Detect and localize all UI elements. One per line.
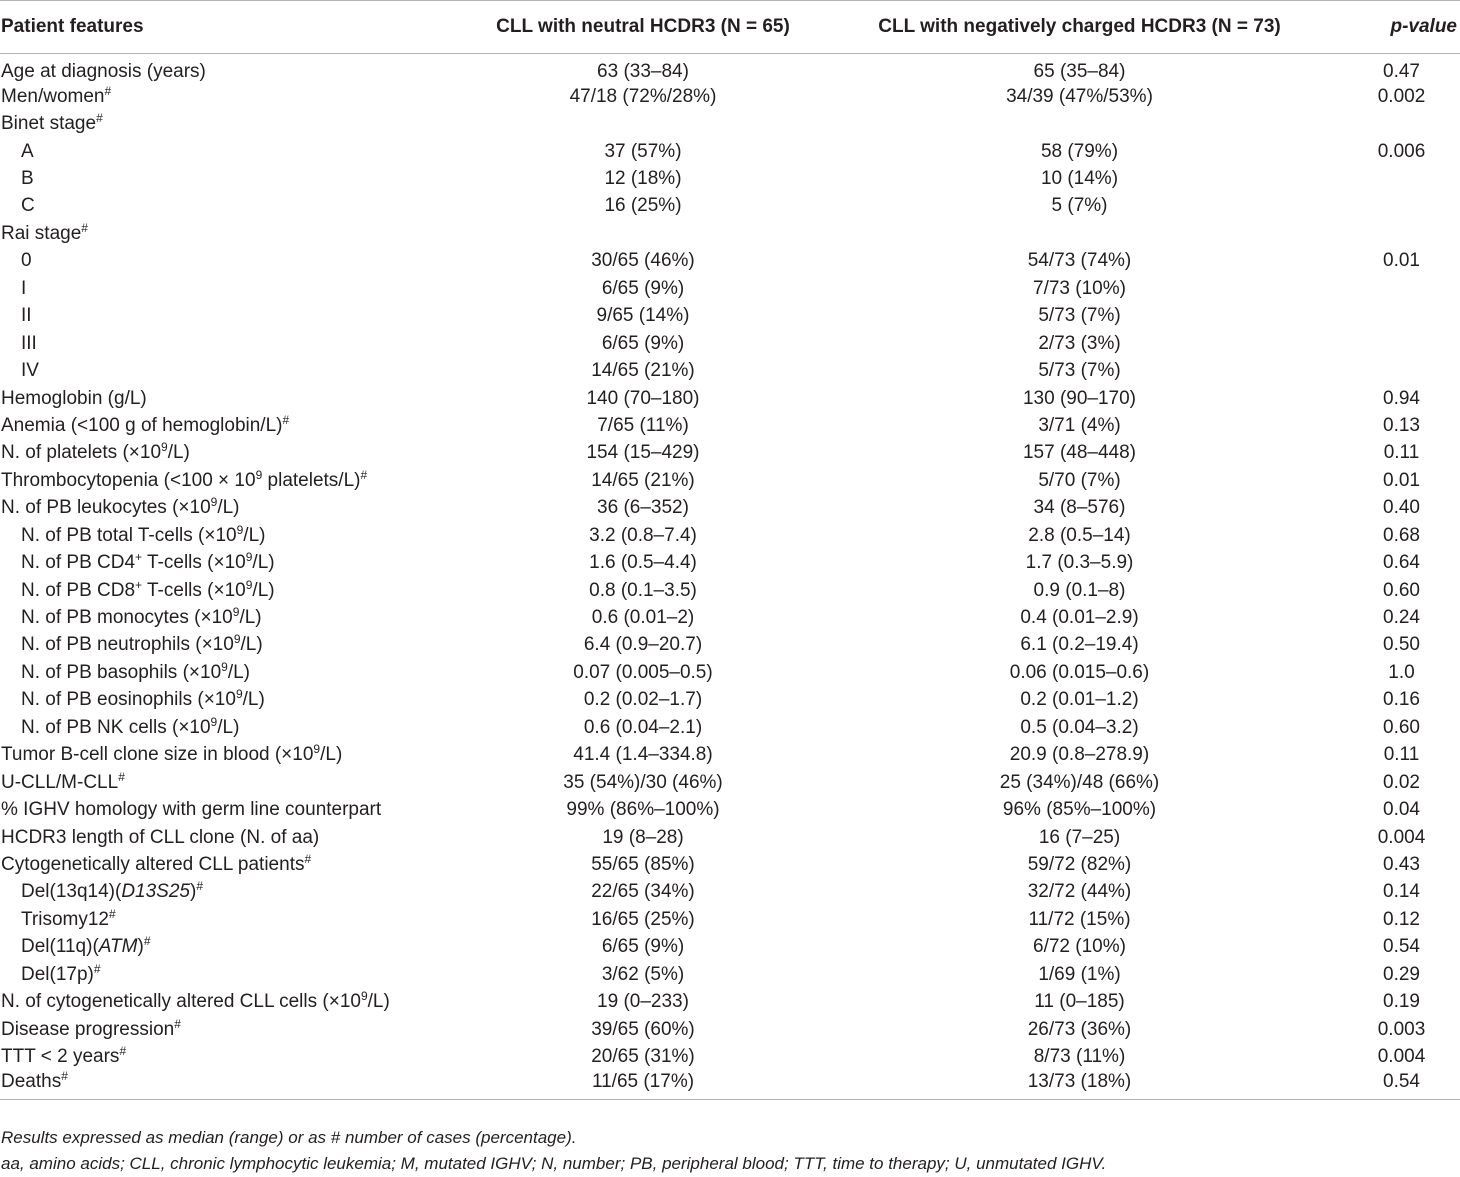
p-value-cell: 0.13 — [1383, 414, 1420, 436]
feature-label: IV — [21, 360, 39, 382]
feature-label: 0 — [21, 250, 32, 272]
p-value-cell: 0.68 — [1383, 524, 1420, 546]
negative-value-cell: 10 (14%) — [1040, 168, 1119, 190]
table-row — [0, 193, 1460, 220]
feature-cell — [0, 742, 470, 769]
neutral-value-cell: 30/65 (46%) — [591, 250, 695, 272]
negative-value-cell: 54/73 (74%) — [1027, 250, 1132, 272]
feature-superscript: # — [61, 1068, 68, 1083]
feature-label-italic: ATM — [98, 936, 138, 958]
table-row — [0, 769, 1460, 796]
feature-cell — [0, 604, 470, 631]
p-value-cell: 0.47 — [1383, 61, 1420, 82]
negative-value-cell: 26/73 (36%) — [1027, 1018, 1132, 1040]
negative-value-cell: 5 (7%) — [1051, 195, 1108, 217]
feature-label-cont: /L) — [320, 744, 343, 766]
feature-label-cont: /L) — [239, 607, 262, 629]
p-value-cell: 0.54 — [1343, 1071, 1460, 1100]
feature-cell — [0, 851, 470, 878]
neutral-value-cell: 140 (70–180) — [586, 387, 700, 409]
feature-label-cont: ) — [137, 936, 144, 958]
negative-value-cell: 2.8 (0.5–14) — [1028, 524, 1131, 546]
negative-value-cell: 6/72 (10%) — [1033, 936, 1126, 958]
negative-value-cell: 2/73 (3%) — [1038, 332, 1121, 354]
neutral-value-cell: 19 (8–28) — [602, 826, 684, 848]
neutral-value-cell: 36 (6–352) — [597, 497, 689, 519]
feature-cell — [0, 110, 470, 137]
p-value-cell: 0.04 — [1383, 799, 1420, 821]
feature-label-cont: /L) — [240, 634, 263, 656]
feature-cell — [0, 796, 470, 823]
feature-label-italic: D13S25 — [121, 881, 190, 903]
feature-label: N. of PB neutrophils (×10 — [21, 634, 234, 656]
feature-label: Del(13q14)( — [21, 881, 122, 903]
neutral-value-cell: 16/65 (25%) — [591, 908, 695, 930]
p-value-cell: 0.004 — [1377, 826, 1426, 848]
feature-label-cont: /L) — [243, 524, 266, 546]
p-value-cell: 0.11 — [1383, 744, 1420, 766]
feature-cell — [0, 412, 470, 439]
neutral-value-cell: 63 (33–84) — [597, 61, 689, 82]
table-row — [0, 632, 1460, 659]
feature-cell — [0, 714, 470, 741]
negative-value-cell: 59/72 (82%) — [1027, 853, 1132, 875]
p-value-cell: 0.29 — [1383, 963, 1420, 985]
feature-cell — [0, 577, 470, 604]
p-value-cell: 1.0 — [1388, 661, 1415, 683]
neutral-value-cell: 16 (25%) — [604, 195, 682, 217]
feature-label: A — [21, 140, 34, 162]
feature-cell — [0, 522, 470, 549]
feature-label: N. of PB CD4 — [21, 552, 136, 574]
feature-label: Deaths — [1, 1070, 62, 1092]
negative-value-cell: 20.9 (0.8–278.9) — [1009, 744, 1150, 766]
feature-cell — [0, 165, 470, 192]
feature-label: Del(11q)( — [21, 936, 99, 958]
negative-value-cell: 157 (48–448) — [1022, 442, 1137, 464]
table-row — [0, 988, 1460, 1015]
p-value-cell: 0.004 — [1377, 1046, 1426, 1068]
feature-label: Trisomy12 — [21, 908, 109, 930]
negative-value-cell: 5/70 (7%) — [1038, 469, 1121, 491]
p-value-cell: 0.94 — [1383, 387, 1420, 409]
feature-cell — [0, 632, 470, 659]
negative-value-cell: 5/73 (7%) — [1038, 360, 1121, 382]
table-row — [0, 549, 1460, 576]
neutral-value-cell: 22/65 (34%) — [591, 881, 695, 903]
feature-cell — [0, 687, 470, 714]
feature-superscript: # — [304, 851, 312, 866]
feature-superscript: 9 — [245, 550, 253, 565]
neutral-value-cell: 0.6 (0.04–2.1) — [583, 716, 703, 738]
feature-superscript: # — [360, 467, 368, 482]
table-row — [0, 879, 1460, 906]
feature-superscript: # — [104, 83, 112, 98]
table-body — [0, 54, 1460, 1100]
feature-label-cont: T-cells (×10 — [142, 579, 246, 601]
negative-value-cell — [816, 110, 1343, 137]
p-value-cell — [1343, 165, 1460, 192]
feature-superscript: # — [196, 879, 204, 894]
feature-label: Thrombocytopenia (<100 × 10 — [1, 469, 256, 491]
table-row — [0, 54, 1460, 84]
feature-label: Men/women — [1, 85, 105, 107]
feature-cell — [0, 934, 470, 961]
neutral-value-cell: 12 (18%) — [604, 168, 682, 190]
p-value-cell: 0.19 — [1383, 991, 1420, 1013]
p-value-cell: 0.60 — [1383, 579, 1420, 601]
table-row — [0, 248, 1460, 275]
table-row — [0, 1016, 1460, 1043]
neutral-value-cell: 154 (15–429) — [586, 442, 700, 464]
feature-cell — [0, 83, 470, 110]
feature-cell — [0, 385, 470, 412]
header-negative-hcdr3: CLL with negatively charged HCDR3 (N = 73) — [816, 1, 1343, 54]
feature-cell — [0, 906, 470, 933]
feature-superscript: # — [174, 1016, 181, 1031]
table-row — [0, 357, 1460, 384]
neutral-value-cell: 6.4 (0.9–20.7) — [583, 634, 703, 656]
table-row — [0, 604, 1460, 631]
feature-label-cont: platelets/L) — [262, 469, 361, 491]
p-value-cell: 0.01 — [1383, 250, 1420, 272]
feature-cell — [0, 1016, 470, 1043]
p-value-cell — [1343, 275, 1460, 302]
feature-label: N. of PB monocytes (×10 — [21, 607, 233, 629]
neutral-value-cell: 14/65 (21%) — [591, 469, 695, 491]
feature-cell — [0, 879, 470, 906]
feature-superscript: # — [282, 412, 290, 427]
feature-superscript: # — [96, 111, 103, 126]
feature-cell — [0, 220, 470, 247]
feature-superscript: 9 — [210, 495, 218, 510]
neutral-value-cell: 11/65 (17%) — [470, 1071, 816, 1100]
p-value-cell: 0.50 — [1383, 634, 1420, 656]
feature-label: N. of PB leukocytes (×10 — [1, 497, 211, 519]
neutral-value-cell: 6/65 (9%) — [601, 332, 685, 354]
feature-label-cont: ) — [190, 881, 197, 903]
feature-cell — [0, 495, 470, 522]
negative-value-cell: 11/72 (15%) — [1028, 908, 1131, 930]
negative-value-cell: 8/73 (11%) — [1033, 1046, 1126, 1068]
feature-superscript: 9 — [360, 989, 368, 1004]
feature-cell — [0, 1043, 470, 1070]
feature-cell — [0, 54, 470, 84]
negative-value-cell: 16 (7–25) — [1038, 826, 1121, 848]
p-value-cell — [1343, 330, 1460, 357]
header-patient-features: Patient features — [0, 1, 470, 54]
feature-superscript: # — [143, 934, 151, 949]
feature-label: TTT < 2 years — [1, 1046, 120, 1068]
p-value-cell: 0.54 — [1383, 936, 1420, 958]
neutral-value-cell: 6/65 (9%) — [601, 936, 685, 958]
feature-label: N. of platelets (×10 — [1, 442, 162, 464]
feature-label: N. of PB total T-cells (×10 — [21, 524, 237, 546]
feature-label: Anemia (<100 g of hemoglobin/L) — [1, 414, 283, 436]
feature-cell — [0, 275, 470, 302]
feature-label: HCDR3 length of CLL clone (N. of aa) — [1, 826, 320, 848]
table-row — [0, 851, 1460, 878]
feature-label: Binet stage — [1, 113, 97, 135]
negative-value-cell: 1.7 (0.3–5.9) — [1025, 552, 1134, 574]
feature-label-cont: /L) — [217, 497, 240, 519]
feature-label: N. of PB eosinophils (×10 — [21, 689, 236, 711]
feature-superscript: # — [81, 220, 88, 235]
table-row — [0, 824, 1460, 851]
neutral-value-cell: 14/65 (21%) — [591, 360, 695, 382]
neutral-value-cell: 1.6 (0.5–4.4) — [589, 552, 697, 574]
p-value-cell: 0.12 — [1383, 908, 1420, 930]
table-row — [0, 303, 1460, 330]
feature-superscript: 9 — [221, 659, 228, 674]
feature-superscript: # — [93, 961, 101, 976]
negative-value-cell: 5/73 (7%) — [1038, 305, 1121, 327]
feature-label: N. of cytogenetically altered CLL cells (×10 — [1, 991, 361, 1013]
feature-superscript: 9 — [233, 632, 241, 647]
feature-cell — [0, 138, 470, 165]
neutral-value-cell: 9/65 (14%) — [596, 305, 690, 327]
neutral-value-cell: 47/18 (72%/28%) — [569, 85, 717, 107]
feature-cell — [0, 303, 470, 330]
feature-cell — [0, 330, 470, 357]
table-row — [0, 1043, 1460, 1070]
neutral-value-cell: 35 (54%)/30 (46%) — [563, 771, 723, 793]
table-row — [0, 961, 1460, 988]
negative-value-cell: 7/73 (10%) — [1033, 277, 1126, 299]
feature-label: N. of PB basophils (×10 — [21, 661, 222, 683]
p-value-cell: 0.14 — [1383, 881, 1420, 903]
feature-label: Tumor B-cell clone size in blood (×10 — [1, 744, 314, 766]
table-row — [0, 440, 1460, 467]
feature-superscript: 9 — [255, 467, 263, 482]
table-row — [0, 906, 1460, 933]
neutral-value-cell: 0.6 (0.01–2) — [591, 607, 695, 629]
feature-label-cont: T-cells (×10 — [142, 552, 246, 574]
table-row — [0, 1071, 1460, 1100]
feature-label: I — [21, 277, 27, 299]
p-value-cell: 0.02 — [1383, 771, 1420, 793]
feature-superscript: 9 — [236, 522, 244, 537]
table-row — [0, 83, 1460, 110]
table-row — [0, 687, 1460, 714]
table-row — [0, 934, 1460, 961]
feature-label-cont: /L) — [252, 579, 275, 601]
p-value-cell: 0.01 — [1383, 469, 1420, 491]
negative-value-cell: 0.06 (0.015–0.6) — [1009, 661, 1150, 683]
negative-value-cell: 0.2 (0.01–1.2) — [1020, 689, 1139, 711]
feature-superscript: 9 — [161, 440, 168, 455]
p-value-cell — [1343, 110, 1460, 137]
footnote-abbreviations: aa, amino acids; CLL, chronic lymphocytic leukemia; M, mutated IGHV; N, number; PB, peripheral blood; TTT, time to therapy; U, unmutated IGHV. — [1, 1154, 1107, 1173]
table-row — [0, 659, 1460, 686]
p-value-cell: 0.24 — [1383, 607, 1420, 629]
neutral-value-cell: 6/65 (9%) — [601, 277, 685, 299]
feature-label: Hemoglobin (g/L) — [1, 387, 147, 409]
neutral-value-cell: 3.2 (0.8–7.4) — [589, 524, 697, 546]
neutral-value-cell: 37 (57%) — [604, 140, 682, 162]
feature-superscript: # — [108, 906, 116, 921]
feature-superscript: # — [118, 769, 125, 784]
feature-label-cont: /L) — [227, 661, 251, 683]
table-row — [0, 467, 1460, 494]
negative-value-cell: 1/69 (1%) — [1038, 963, 1121, 985]
feature-cell — [0, 440, 470, 467]
table-row — [0, 165, 1460, 192]
feature-cell — [0, 1068, 470, 1100]
p-value-cell: 0.003 — [1377, 1018, 1426, 1040]
neutral-value-cell: 41.4 (1.4–334.8) — [573, 744, 713, 766]
neutral-value-cell — [470, 110, 816, 137]
table-row — [0, 385, 1460, 412]
neutral-value-cell: 19 (0–233) — [597, 991, 689, 1013]
negative-value-cell: 96% (85%–100%) — [1002, 799, 1157, 821]
p-value-cell: 0.64 — [1383, 552, 1420, 574]
neutral-value-cell: 99% (86%–100%) — [566, 799, 720, 821]
feature-label-cont: /L) — [252, 552, 275, 574]
feature-label: III — [21, 332, 37, 354]
negative-value-cell: 3/71 (4%) — [1038, 414, 1121, 436]
table-footnotes — [1, 1125, 1106, 1177]
negative-value-cell — [816, 220, 1343, 247]
p-value-cell — [1343, 303, 1460, 330]
feature-label: Age at diagnosis (years) — [1, 61, 206, 82]
table-row — [0, 220, 1460, 247]
table-row — [0, 714, 1460, 741]
feature-cell — [0, 467, 470, 494]
feature-label-cont: /L) — [217, 716, 240, 738]
feature-cell — [0, 357, 470, 384]
feature-cell — [0, 824, 470, 851]
negative-value-cell: 130 (90–170) — [1022, 387, 1137, 409]
table-header-row — [0, 1, 1460, 54]
neutral-value-cell: 0.2 (0.02–1.7) — [583, 689, 703, 711]
feature-superscript: 9 — [210, 714, 218, 729]
p-value-cell: 0.16 — [1383, 689, 1420, 711]
feature-label: Del(17p) — [21, 963, 94, 985]
feature-superscript: 9 — [235, 687, 243, 702]
negative-value-cell: 0.4 (0.01–2.9) — [1020, 607, 1139, 629]
feature-superscript: + — [135, 550, 143, 565]
feature-superscript: + — [135, 577, 143, 592]
p-value-cell — [1343, 220, 1460, 247]
footnote-results: Results expressed as median (range) or as # number of cases (percentage). — [1, 1128, 577, 1147]
table-row — [0, 412, 1460, 439]
feature-label: N. of PB NK cells (×10 — [21, 716, 211, 738]
table-row — [0, 275, 1460, 302]
neutral-value-cell: 0.8 (0.1–3.5) — [589, 579, 697, 601]
feature-cell — [0, 988, 470, 1015]
neutral-value-cell: 39/65 (60%) — [591, 1018, 695, 1040]
feature-label: N. of PB CD8 — [21, 579, 136, 601]
feature-cell — [0, 549, 470, 576]
neutral-value-cell: 20/65 (31%) — [591, 1046, 695, 1068]
table-row — [0, 796, 1460, 823]
neutral-value-cell: 3/62 (5%) — [601, 963, 685, 985]
table-row — [0, 138, 1460, 165]
feature-superscript: 9 — [232, 605, 240, 620]
p-value-cell — [1343, 357, 1460, 384]
feature-cell — [0, 659, 470, 686]
p-value-cell: 0.002 — [1377, 85, 1426, 107]
p-value-cell — [1343, 193, 1460, 220]
feature-label: Rai stage — [1, 222, 82, 244]
feature-label: II — [21, 305, 32, 327]
feature-label-cont: /L) — [167, 442, 190, 464]
feature-cell — [0, 248, 470, 275]
table-row — [0, 110, 1460, 137]
table-row — [0, 522, 1460, 549]
p-value-cell: 0.40 — [1383, 497, 1420, 519]
table-row — [0, 577, 1460, 604]
header-neutral-hcdr3: CLL with neutral HCDR3 (N = 65) — [470, 1, 816, 54]
neutral-value-cell: 0.07 (0.005–0.5) — [573, 661, 713, 683]
feature-superscript: # — [119, 1044, 127, 1059]
feature-label: Disease progression — [1, 1018, 175, 1040]
feature-label: U-CLL/M-CLL — [1, 771, 119, 793]
feature-label: B — [21, 168, 34, 190]
table-row — [0, 742, 1460, 769]
feature-label: Cytogenetically altered CLL patients — [1, 853, 305, 875]
p-value-cell: 0.43 — [1383, 853, 1420, 875]
table-row — [0, 330, 1460, 357]
p-value-cell: 0.11 — [1383, 442, 1420, 464]
negative-value-cell: 11 (0–185) — [1034, 991, 1125, 1013]
negative-value-cell: 25 (34%)/48 (66%) — [999, 771, 1160, 793]
negative-value-cell: 0.9 (0.1–8) — [1033, 579, 1126, 601]
negative-value-cell: 13/73 (18%) — [816, 1071, 1343, 1100]
feature-superscript: 9 — [245, 577, 253, 592]
feature-label: % IGHV homology with germ line counterpart — [1, 799, 382, 821]
negative-value-cell: 58 (79%) — [1040, 140, 1119, 162]
feature-cell — [0, 961, 470, 988]
negative-value-cell: 34/39 (47%/53%) — [1006, 85, 1153, 107]
header-p-value: p-value — [1343, 1, 1460, 54]
neutral-value-cell — [470, 220, 816, 247]
p-value-cell: 0.006 — [1377, 140, 1426, 162]
feature-superscript: 9 — [313, 742, 321, 757]
neutral-value-cell: 7/65 (11%) — [597, 414, 689, 436]
table-row — [0, 495, 1460, 522]
negative-value-cell: 65 (35–84) — [1033, 61, 1126, 82]
feature-label-cont: /L) — [367, 991, 390, 1013]
negative-value-cell: 6.1 (0.2–19.4) — [1020, 634, 1139, 656]
feature-label: C — [21, 195, 35, 217]
negative-value-cell: 34 (8–576) — [1033, 497, 1126, 519]
feature-cell — [0, 193, 470, 220]
neutral-value-cell: 55/65 (85%) — [591, 853, 695, 875]
negative-value-cell: 32/72 (44%) — [1027, 881, 1132, 903]
feature-cell — [0, 769, 470, 796]
p-value-cell: 0.60 — [1383, 716, 1420, 738]
feature-label-cont: /L) — [242, 689, 265, 711]
negative-value-cell: 0.5 (0.04–3.2) — [1020, 716, 1139, 738]
